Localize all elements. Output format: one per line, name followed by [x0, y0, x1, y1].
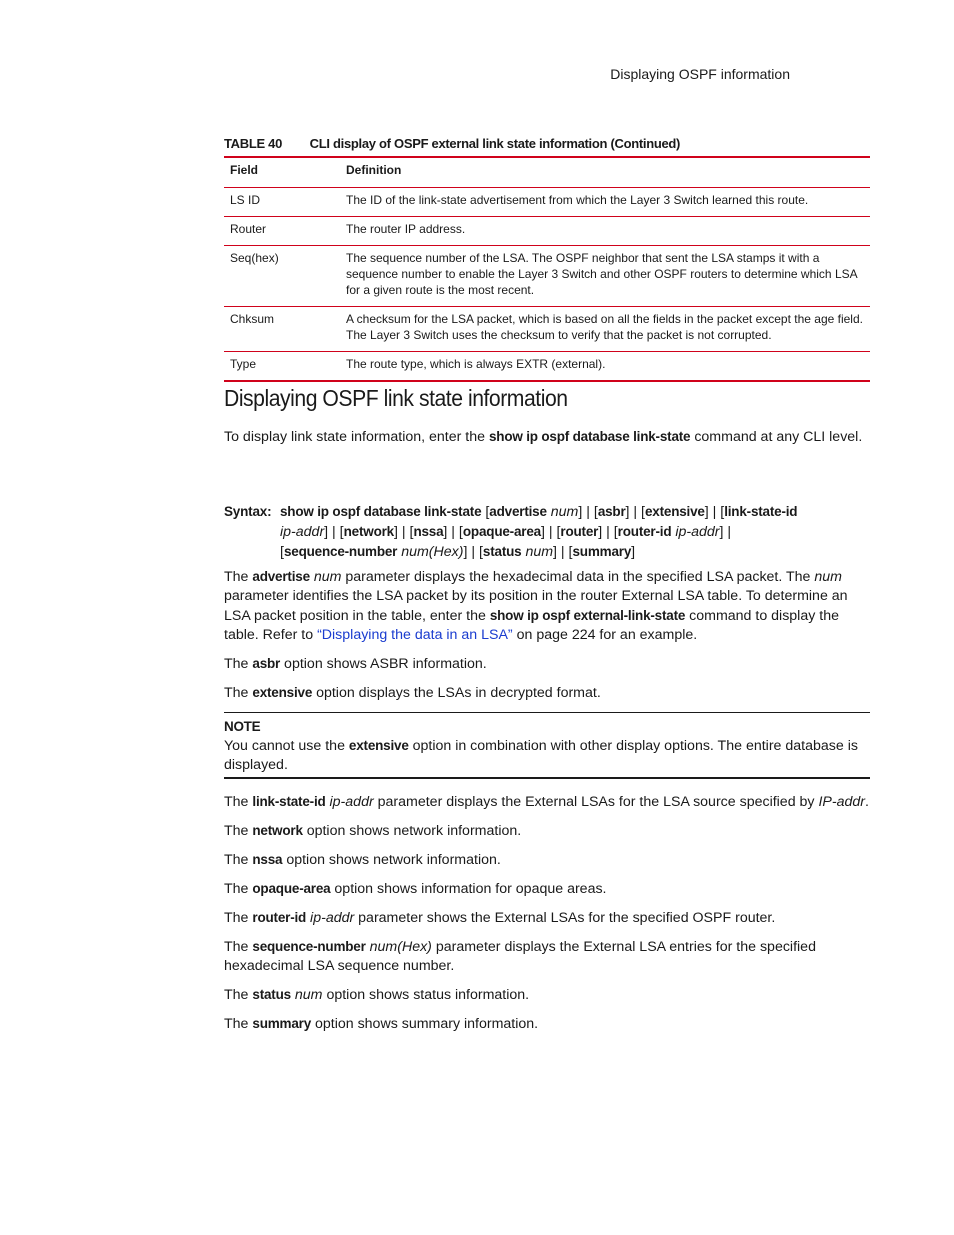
field-cell: LS ID: [224, 188, 340, 217]
definition-cell: The route type, which is always EXTR (external).: [346, 357, 606, 371]
field-cell: Router: [224, 217, 340, 246]
field-cell: Type: [230, 357, 257, 371]
table-row: [224, 188, 870, 217]
table-caption: [224, 136, 680, 151]
definition-cell: The router IP address.: [340, 217, 870, 246]
summary-paragraph: The summary option shows summary information.: [224, 1016, 539, 1032]
definition-cell: A checksum for the LSA packet, which is based on all the fields in the packet except the age field. The Layer 3 Switch uses the checksum to verify that the packet is not corrupted.: [340, 307, 870, 352]
opaque-area-paragraph: The opaque-area option shows information for opaque areas.: [224, 881, 607, 897]
extensive-paragraph: The extensive option displays the LSAs in decrypted format.: [224, 685, 601, 701]
syntax-block: [224, 502, 870, 562]
router-id-paragraph: The router-id ip-addr parameter shows the External LSAs for the specified OSPF router.: [224, 910, 776, 926]
definition-cell: The sequence number of the LSA. The OSPF neighbor that sent the LSA stamps it with a sequence number to enable the Layer 3 Switch and other OSPF routers to determine which LSA for a given route is the most recent.: [340, 246, 870, 307]
note-box: [224, 712, 870, 779]
column-header-field: Field: [224, 157, 340, 188]
cross-reference-link[interactable]: “Displaying the data in an LSA”: [317, 627, 513, 643]
asbr-paragraph: The asbr option shows ASBR information.: [224, 656, 487, 672]
advertise-paragraph: The advertise num parameter displays the hexadecimal data in the specified LSA packet. The num parameter identifies the LSA packet by its position in the router External LSA table. To determine an LSA packet position in the table, enter the show ip ospf external-link-state command to display the table. Refer to “Displaying the data in an LSA” on page 224 for an example.: [224, 569, 848, 643]
column-header-definition: Definition: [340, 157, 870, 188]
table-row: [224, 217, 870, 246]
definition-cell: The ID of the link-state advertisement from which the Layer 3 Switch learned this route.: [340, 188, 870, 217]
running-header: Displaying OSPF information: [610, 66, 790, 82]
command-keyword: show ip ospf database link-state: [488, 429, 691, 444]
intro-paragraph: To display link state information, enter the show ip ospf database link-state command at any CLI level.: [224, 429, 863, 445]
syntax-label: Syntax:: [224, 504, 272, 519]
note-text: You cannot use the extensive option in combination with other display options. The entire database is displayed.: [224, 738, 858, 773]
note-label: NOTE: [224, 719, 261, 734]
link-state-id-paragraph: The link-state-id ip-addr parameter displays the External LSAs for the LSA source specified by IP-addr.: [224, 794, 869, 810]
definition-table: [224, 156, 870, 382]
table-row: [224, 307, 870, 352]
field-cell: Chksum: [224, 307, 340, 352]
table-row: [224, 246, 870, 307]
table-number: TABLE 40: [224, 136, 283, 151]
parameter-descriptions: [224, 567, 870, 1043]
nssa-paragraph: The nssa option shows network information.: [224, 852, 501, 868]
syntax-text: show ip ospf database link-state [advertise num] | [asbr] | [extensive] | [link-state-id ip-addr] | [network] | [nssa] | [opaque-area] | [router] | [router-id ip-addr] | [sequence-number num(Hex)] | [status num] | [summary]: [280, 504, 798, 560]
status-paragraph: The status num option shows status information.: [224, 987, 530, 1003]
sequence-number-paragraph: The sequence-number num(Hex) parameter displays the External LSA entries for the specified hexadecimal LSA sequence number.: [224, 939, 816, 974]
table-title: CLI display of OSPF external link state information (Continued): [309, 136, 681, 151]
field-cell: Seq(hex): [224, 246, 340, 307]
section-heading: Displaying OSPF link state information: [224, 385, 568, 411]
network-paragraph: The network option shows network information.: [224, 823, 522, 839]
table-header-row: [224, 157, 870, 188]
table-row: [224, 352, 870, 382]
